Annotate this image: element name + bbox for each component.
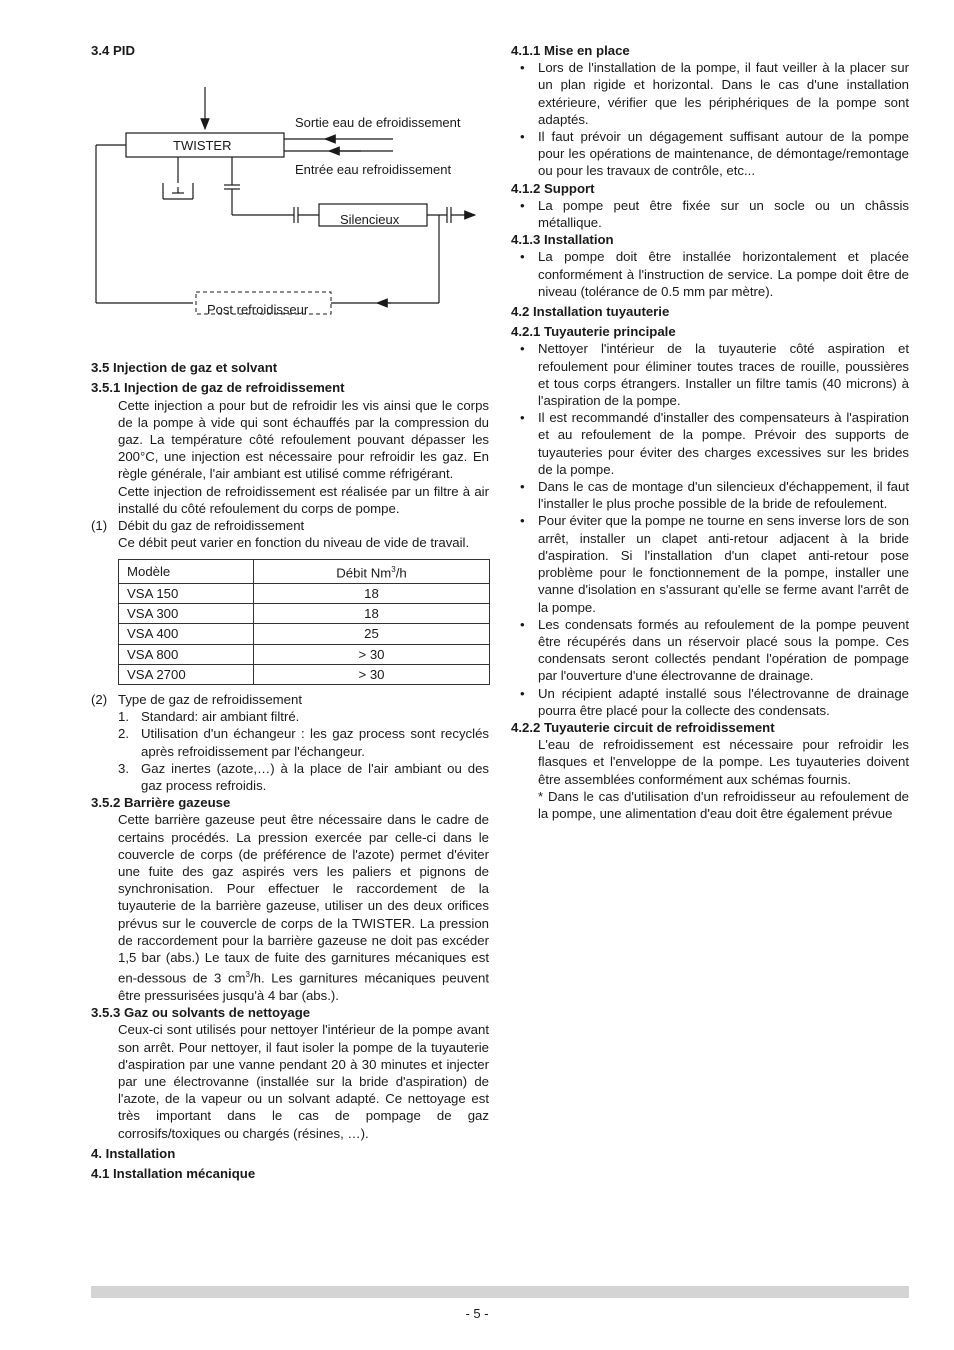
- page-number: - 5 -: [465, 1306, 489, 1321]
- section-heading: 4. Installation: [91, 1145, 176, 1161]
- flow-table: [118, 559, 490, 685]
- paragraph: Cette barrière gazeuse peut être nécessaire dans le cadre de certains procédés. La pression exercée par celle-ci dans le couvercle de corps (de préférence de l'azote) permet d'éviter une fuite des gaz aspirés vers les paliers et pignons de synchronisation. Pour effectuer le raccordement de la tuyauterie de la barrière gazeuse, utiliser un des deux orifices prévus sur le couvercle de corps de la TWISTER. La pression de raccordement pour la barrière gazeuse ne doit pas excéder 1,5 bar (abs.) Le taux de fuite des garnitures mécaniques est en-dessous de 3 $cm^3/h$. Les garnitures mécaniques peuvent être pressurisées jusqu'à 4 bar (abs.).: [118, 812, 489, 1003]
- pid-lines: [91, 65, 489, 335]
- item-number: (1): [91, 518, 108, 534]
- table-header: Débit Nm$^3$/h: [254, 560, 490, 584]
- table-header: Modèle: [119, 560, 254, 584]
- paragraph: Ce débit peut varier en fonction du niveau de vide de travail.: [118, 535, 470, 551]
- list-item: • Il faut prévoir un dégagement suffisant autour de la pompe pour les opérations de maintenance, de démontage/remontage ou pour les travaux de contrôle, etc...: [511, 128, 909, 180]
- list-item: • La pompe peut être fixée sur un socle ou un châssis métallique.: [511, 197, 909, 231]
- list-item: • Un récipient adapté installé sous l'électrovanne de drainage pourra être placé pour la collecte des condensats.: [511, 685, 909, 719]
- pid-diagram: [91, 65, 489, 335]
- bullet-list: [511, 340, 909, 718]
- paragraph: Cette injection de refroidissement est réalisée par un filtre à air installé du côté refoulement du corps de pompe.: [118, 483, 489, 516]
- list-item: • Pour éviter que la pompe ne tourne en sens inverse lors de son arrêt, installer un clapet anti-retour adjacent à la bride d'aspiration. Si l'installation d'un clapet anti-retour pose problème pour le fonctionnement de la pompe, installer une vanne d'isolation en s'assurant qu'elle se ferme avant l'arrêt de la pompe.: [511, 512, 909, 615]
- paragraph: Cette injection a pour but de refroidir les vis ainsi que le corps de la pompe à vide qui sont échauffés par la compression du gaz. La température côté refoulement pouvant dépasser les 200°C, une injection est nécessaire pour refroidir les gaz. En règle générale, l'air ambiant est utilisé comme réfrigérant.: [118, 397, 489, 482]
- section-heading: 4.1.1 Mise en place: [511, 43, 630, 58]
- table-header-row: [119, 560, 490, 584]
- twister-label: TWISTER: [173, 138, 232, 154]
- left-column: [91, 42, 489, 1182]
- list-item: • Dans le cas de montage d'un silencieux d'échappement, il faut l'installer le plus proche possible de la bride de refoulement.: [511, 478, 909, 512]
- list-item: 1. Standard: air ambiant filtré.: [118, 709, 300, 725]
- list-item: [91, 691, 489, 708]
- section-heading: 4.1 Installation mécanique: [91, 1165, 256, 1181]
- item-label: Débit du gaz de refroidissement: [118, 518, 305, 534]
- bullet-list: [511, 197, 909, 231]
- list-item: • Il est recommandé d'installer des compensateurs à l'aspiration et au refoulement de la pompe. Prévoir des supports de tuyauteries pour éviter des charges excessives sur les brides de la pompe.: [511, 409, 909, 478]
- list-item: 2. Utilisation d'un échangeur : les gaz process sont recyclés après refroidissement par l'échangeur.: [118, 726, 489, 759]
- list-item: • Lors de l'installation de la pompe, il faut veiller à la placer sur un plan rigide et horizontal. Dans le cas d'une installation extérieure, vérifier que les périphériques de la pompe sont adaptés.: [511, 59, 909, 128]
- list-item: • La pompe doit être installée horizontalement et placée conformément à l'instruction de service. La pompe doit être de niveau (tolérance de 0.5 mm par mètre).: [511, 248, 909, 300]
- paragraph: L'eau de refroidissement est nécessaire pour refroidir les flasques et l'enveloppe de la pompe. Les tuyauteries doivent être assemblées conformément aux schémas fournis.: [538, 737, 909, 787]
- section-heading: 3.5.2 Barrière gazeuse: [91, 795, 231, 811]
- section-heading: 4.2 Installation tuyauterie: [511, 304, 670, 320]
- footer-bar: [91, 1286, 909, 1298]
- section-heading: 3.5.1 Injection de gaz de refroidissement: [91, 380, 345, 396]
- table-row: VSA 300 18: [119, 604, 490, 624]
- silencieux-label: Silencieux: [340, 212, 400, 228]
- section-heading: 3.5.3 Gaz ou solvants de nettoyage: [91, 1005, 311, 1021]
- item-label: Type de gaz de refroidissement: [118, 692, 302, 708]
- item-number: (2): [91, 692, 108, 708]
- section-heading: 3.5 Injection de gaz et solvant: [91, 360, 278, 376]
- paragraph: * Dans le cas d'utilisation d'un refroidisseur au refoulement de la pompe, une alimentation d'eau doit être également prévue: [538, 788, 909, 821]
- table-row: VSA 150 18: [119, 584, 490, 604]
- bullet-list: [511, 248, 909, 300]
- entree-eau-label: Entrée eau refroidissement: [295, 162, 452, 178]
- table-row: VSA 2700 > 30: [119, 664, 490, 684]
- section-heading: 4.1.2 Support: [511, 180, 595, 196]
- sortie-eau-label: Sortie eau de efroidissement: [295, 115, 461, 131]
- list-item: [91, 517, 489, 534]
- list-item: 3. Gaz inertes (azote,…) à la place de l'air ambiant ou des gaz process refroidis.: [118, 760, 489, 794]
- list-item: • Les condensats formés au refoulement de la pompe peuvent être récupérés dans un réservoir placé sous la pompe. Ces condensats seront collectés pendant l'opération de pompage par l'ouverture d'une électrovanne de drainage.: [511, 616, 909, 685]
- right-column: [511, 42, 909, 822]
- post-refroidisseur-label: Post refroidisseur: [207, 302, 309, 318]
- list-item: • Nettoyer l'intérieur de la tuyauterie côté aspiration et refoulement pour éliminer toutes traces de rouille, poussières et tous corps étrangers. Installer un filtre tamis (40 microns) à l'aspiration de la pompe.: [511, 340, 909, 409]
- section-heading: 4.2.2 Tuyauterie circuit de refroidissement: [511, 719, 775, 735]
- numbered-list: [91, 708, 489, 794]
- bullet-list: [511, 59, 909, 179]
- section-heading: 3.4 PID: [91, 43, 135, 58]
- paragraph: Ceux-ci sont utilisés pour nettoyer l'intérieur de la pompe avant son arrêt. Pour nettoyer, il faut isoler la pompe de la tuyauterie d'aspiration par une vanne pendant 20 à 30 minutes et injecter par une électrovanne (installée sur la bride d'aspiration) de l'azote, de la vapeur ou un solvant adapté. Ce nettoyage est très important dans le cas de pompage de gaz corrosifs/toxiques ou chargés (résines, …).: [118, 1022, 489, 1141]
- section-heading: 4.1.3 Installation: [511, 232, 614, 248]
- table-row: VSA 800 > 30: [119, 644, 490, 664]
- table-row: VSA 400 25: [119, 624, 490, 644]
- section-heading: 4.2.1 Tuyauterie principale: [511, 324, 676, 340]
